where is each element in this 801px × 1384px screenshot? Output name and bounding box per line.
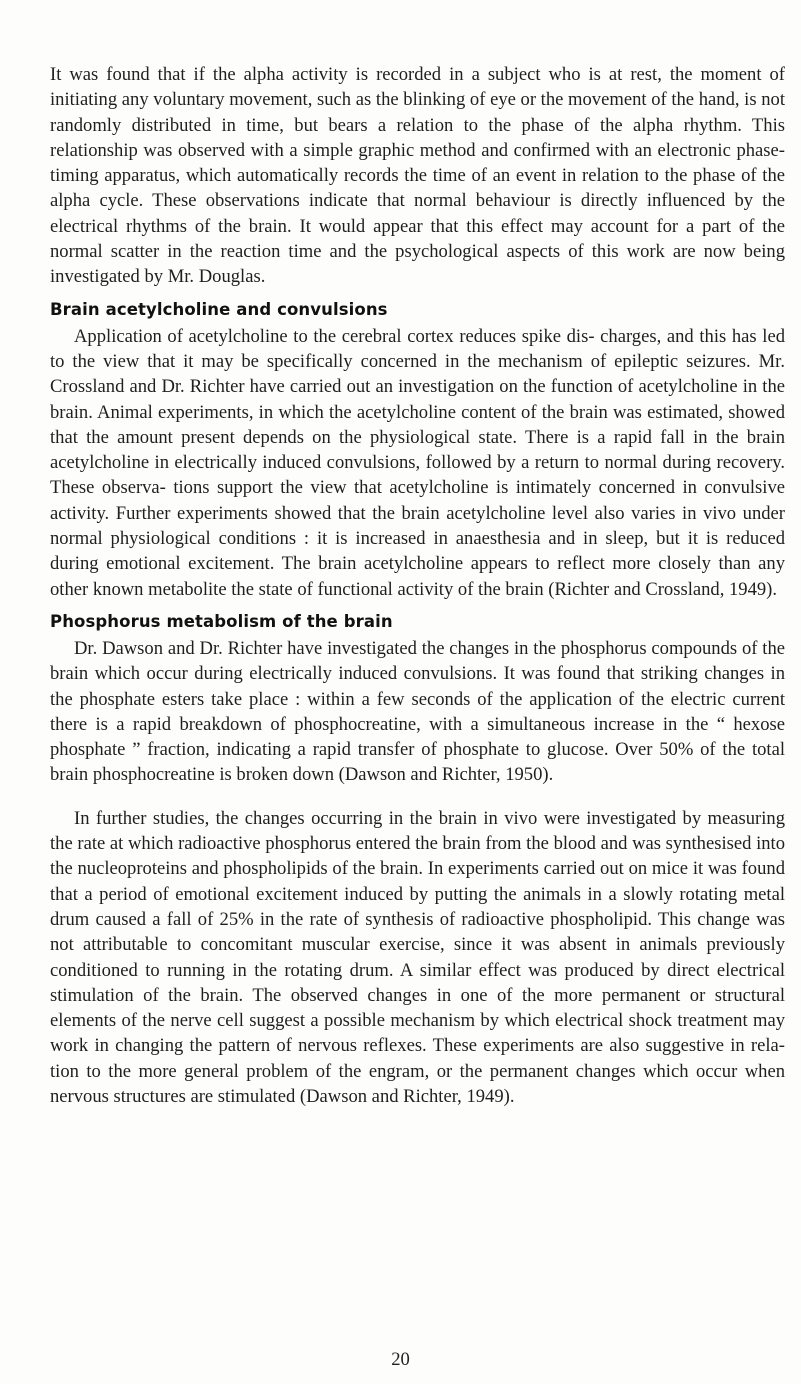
paragraph-gap — [50, 788, 785, 806]
text-column — [50, 62, 785, 1109]
phosphorus-paragraph-2: In further studies, the changes occurring in the brain in vivo were investigated by measuring the rate at which radioactive phosphorus entered the brain from the blood and was synthesised into the nucleoproteins and phospholipids of the brain. In experiments carried out on mice it was found that a period of emotional excitement induced by putting the animals in a slowly rotating metal drum caused a fall of 25% in the rate of synthesis of radioactive phospholipid. This change was not attributable to concomitant muscular exercise, since it was absent in animals previously conditioned to running in the rotating drum. A similar effect was produced by direct electrical stimulation of the brain. The observed changes in one of the more permanent or structural elements of the nerve cell suggest a possible mechanism by which electrical shock treatment may work in changing the pattern of nervous reflexes. These experiments are also suggestive in rela- tion to the more general problem of the engram, or the permanent changes which occur when nervous structures are stimulated (Dawson and Richter, 1949). — [50, 807, 785, 1107]
section-heading-phosphorus: Phosphorus metabolism of the brain — [50, 611, 393, 631]
acetylcholine-paragraph: Application of acetylcholine to the cerebral cortex reduces spike dis- charges, and this has led to the view that it may be specifically concerned in the mechanism of epileptic seizures. Mr. Crossland and Dr. Richter have carried out an investigation on the function of acetylcholine in the brain. Animal experiments, in which the acetylcholine content of the brain was estimated, showed that the amount present depends on the physiological state. There is a rapid fall in the brain acetylcholine in electrically induced convulsions, followed by a return to normal during recovery. These observa- tions support the view that acetylcholine is intimately concerned in convulsive activity. Further experiments showed that the brain acetylcholine level also varies in vivo under normal physiological conditions : it is increased in anaesthesia and in sleep, but it is reduced during emotional excitement. The brain acetylcholine appears to reflect more closely than any other known metabolite the state of functional activity of the brain (Richter and Crossland, 1949). — [50, 325, 785, 600]
section-heading-acetylcholine: Brain acetylcholine and convulsions — [50, 299, 388, 319]
page-number: 20 — [391, 1349, 410, 1370]
phosphorus-paragraph-1: Dr. Dawson and Dr. Richter have investigated the changes in the phosphorus compounds of the brain which occur during electrically induced convulsions. It was found that striking changes in the phosphate esters take place : within a few seconds of the application of the electric current there is a rapid breakdown of phosphocreatine, with a simultaneous increase in the “ hexose phosphate ” fraction, indicating a rapid transfer of phosphate to glucose. Over 50% of the total brain phosphocreatine is broken down (Dawson and Richter, 1950). — [50, 637, 785, 786]
intro-paragraph: It was found that if the alpha activity is recorded in a subject who is at rest, the moment of initiating any voluntary movement, such as the blinking of eye or the movement of the hand, is not randomly distributed in time, but bears a relation to the phase of the alpha rhythm. This relationship was observed with a simple graphic method and confirmed with an electronic phase-timing apparatus, which automatically records the time of an event in relation to the phase of the alpha cycle. These observations indicate that normal behaviour is directly influenced by the electrical rhythms of the brain. It would appear that this effect may account for a part of the normal scatter in the reaction time and the psychological aspects of this work are now being investigated by Mr. Douglas. — [50, 64, 785, 288]
